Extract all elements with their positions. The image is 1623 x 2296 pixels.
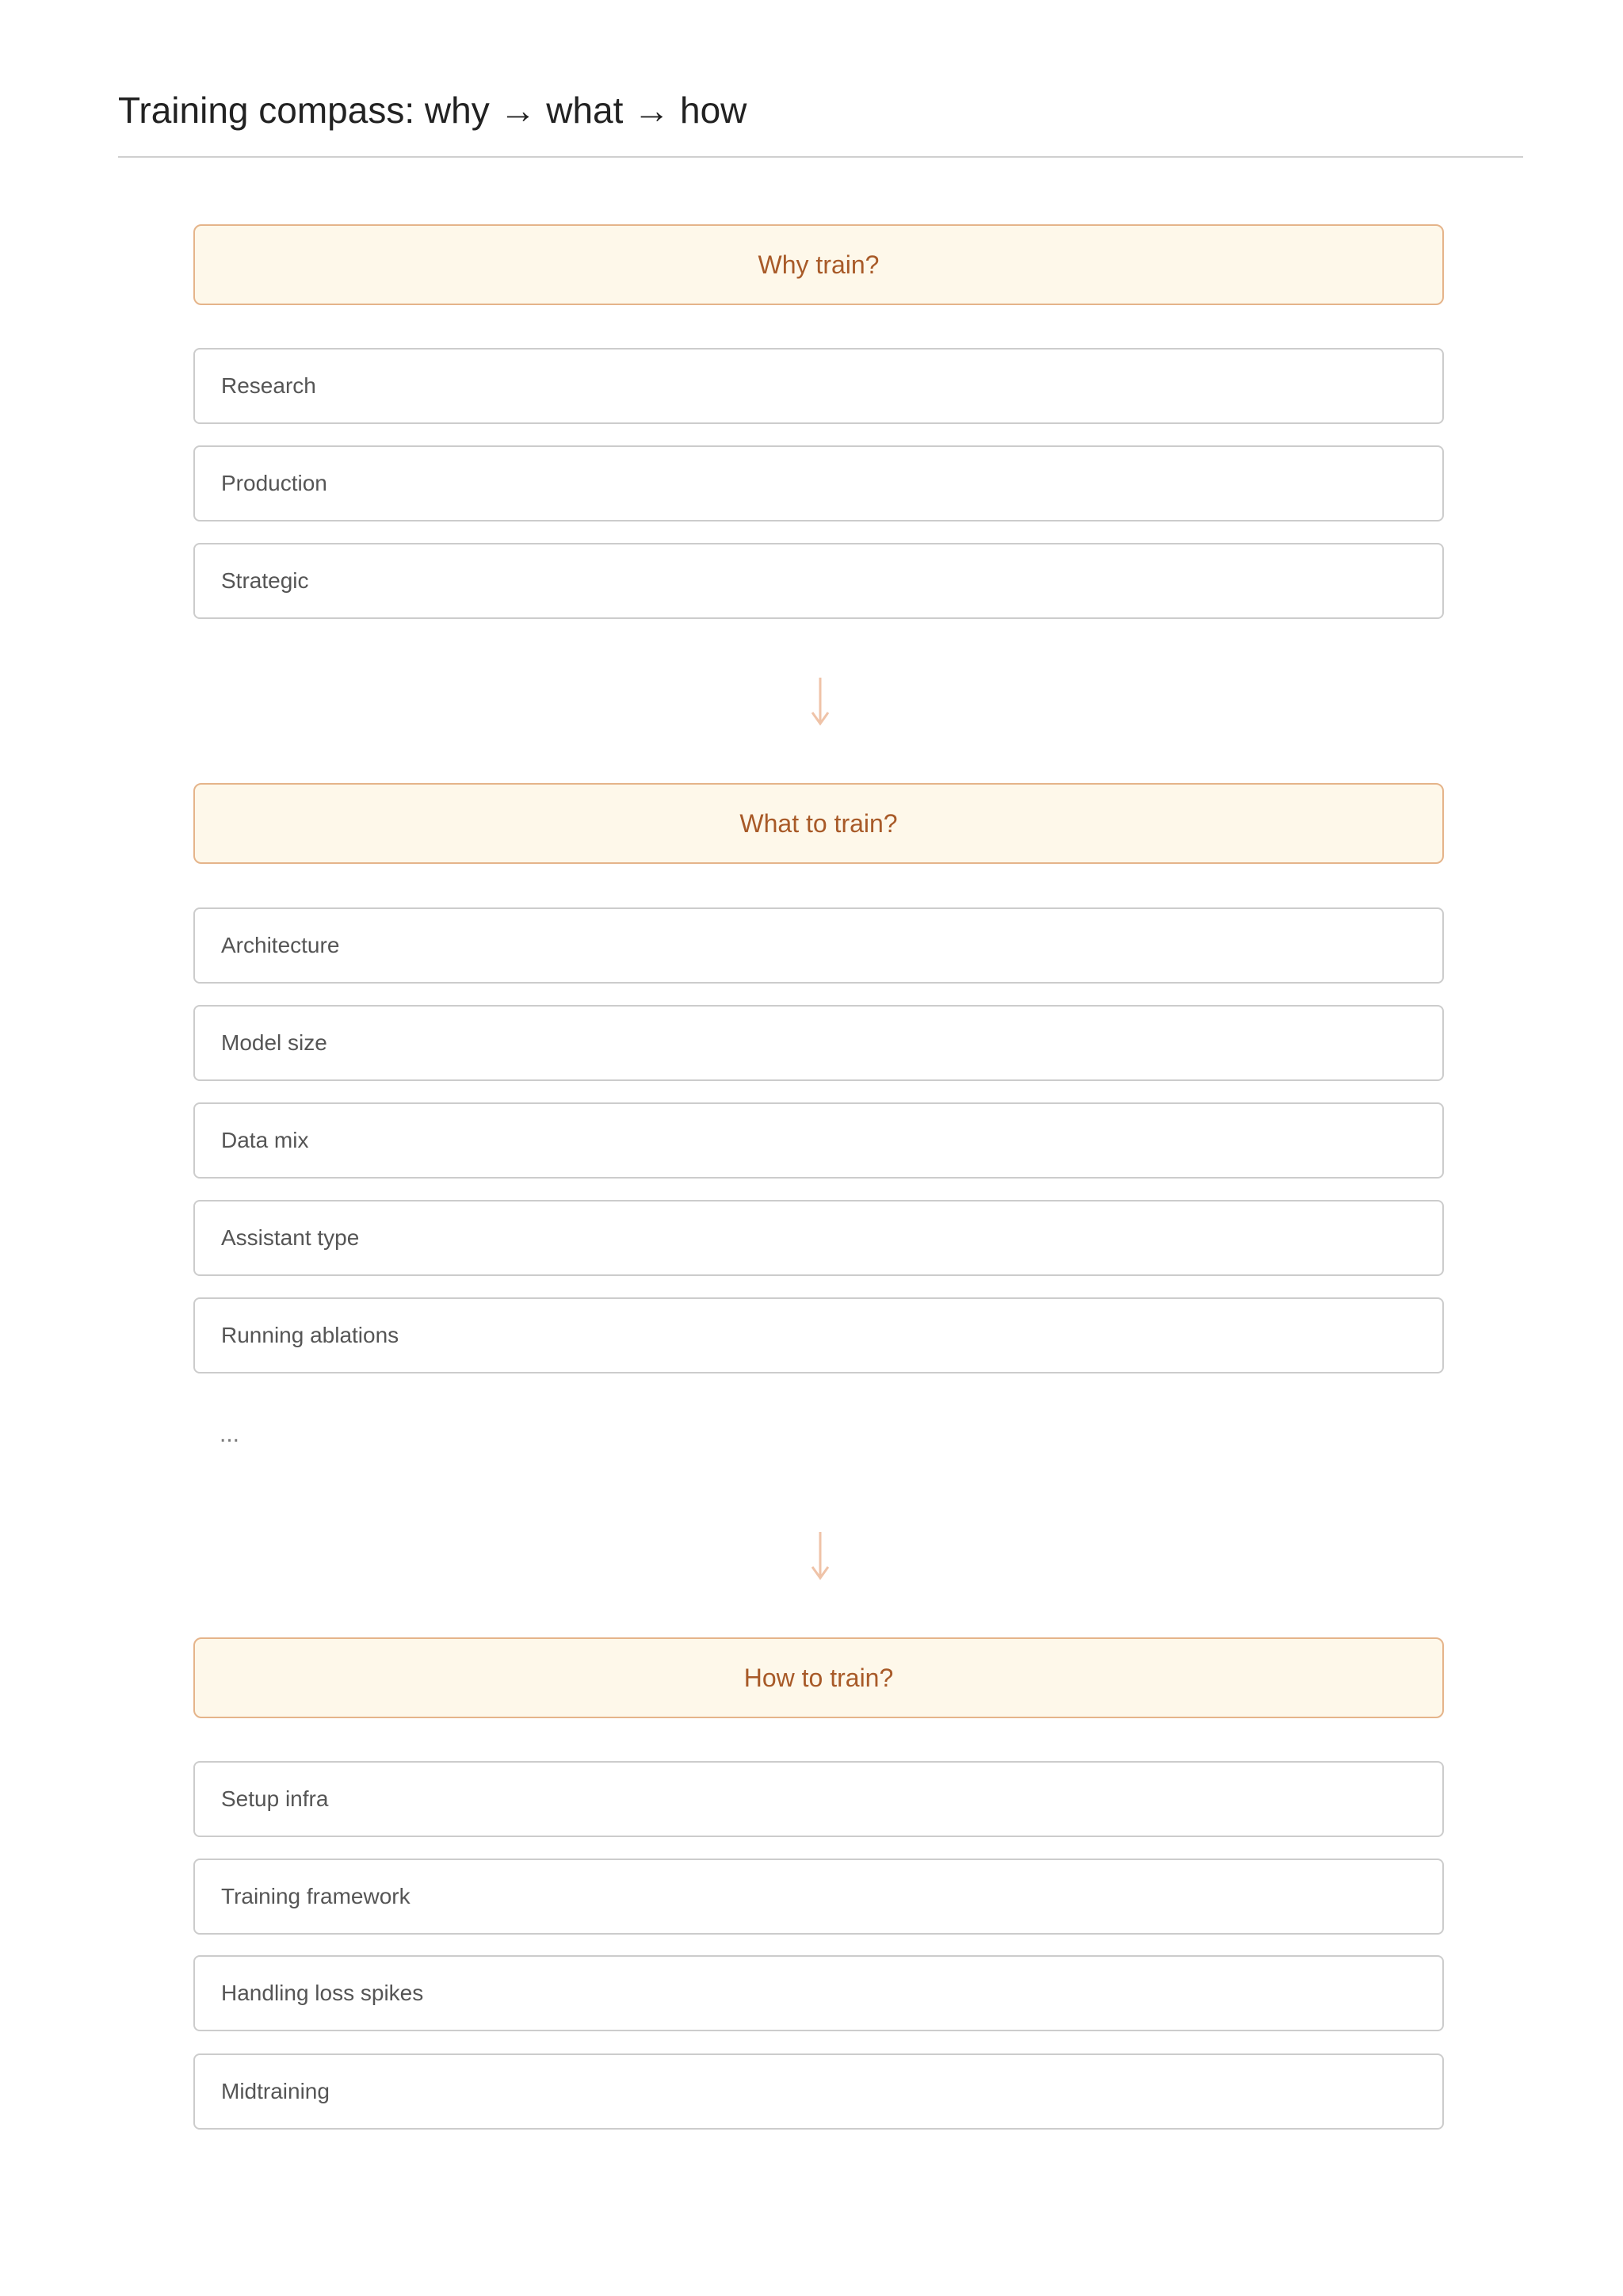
down-arrow-icon [806, 1530, 834, 1581]
item-architecture: Architecture [193, 907, 1444, 984]
item-handling-loss-spikes: Handling loss spikes [193, 1955, 1444, 2031]
down-arrow-icon [806, 676, 834, 727]
item-training-framework: Training framework [193, 1859, 1444, 1935]
item-midtraining: Midtraining [193, 2053, 1444, 2130]
title-divider [118, 156, 1523, 158]
item-running-ablations: Running ablations [193, 1297, 1444, 1373]
page-title: Training compass: why → what → how [118, 90, 747, 131]
section-header-what: What to train? [193, 783, 1444, 864]
item-setup-infra: Setup infra [193, 1761, 1444, 1837]
item-assistant-type: Assistant type [193, 1200, 1444, 1276]
item-model-size: Model size [193, 1005, 1444, 1081]
more-items-ellipsis: ... [220, 1421, 240, 1447]
item-production: Production [193, 445, 1444, 521]
section-header-why: Why train? [193, 224, 1444, 305]
section-header-how: How to train? [193, 1637, 1444, 1718]
item-data-mix: Data mix [193, 1102, 1444, 1179]
item-strategic: Strategic [193, 543, 1444, 619]
item-research: Research [193, 348, 1444, 424]
